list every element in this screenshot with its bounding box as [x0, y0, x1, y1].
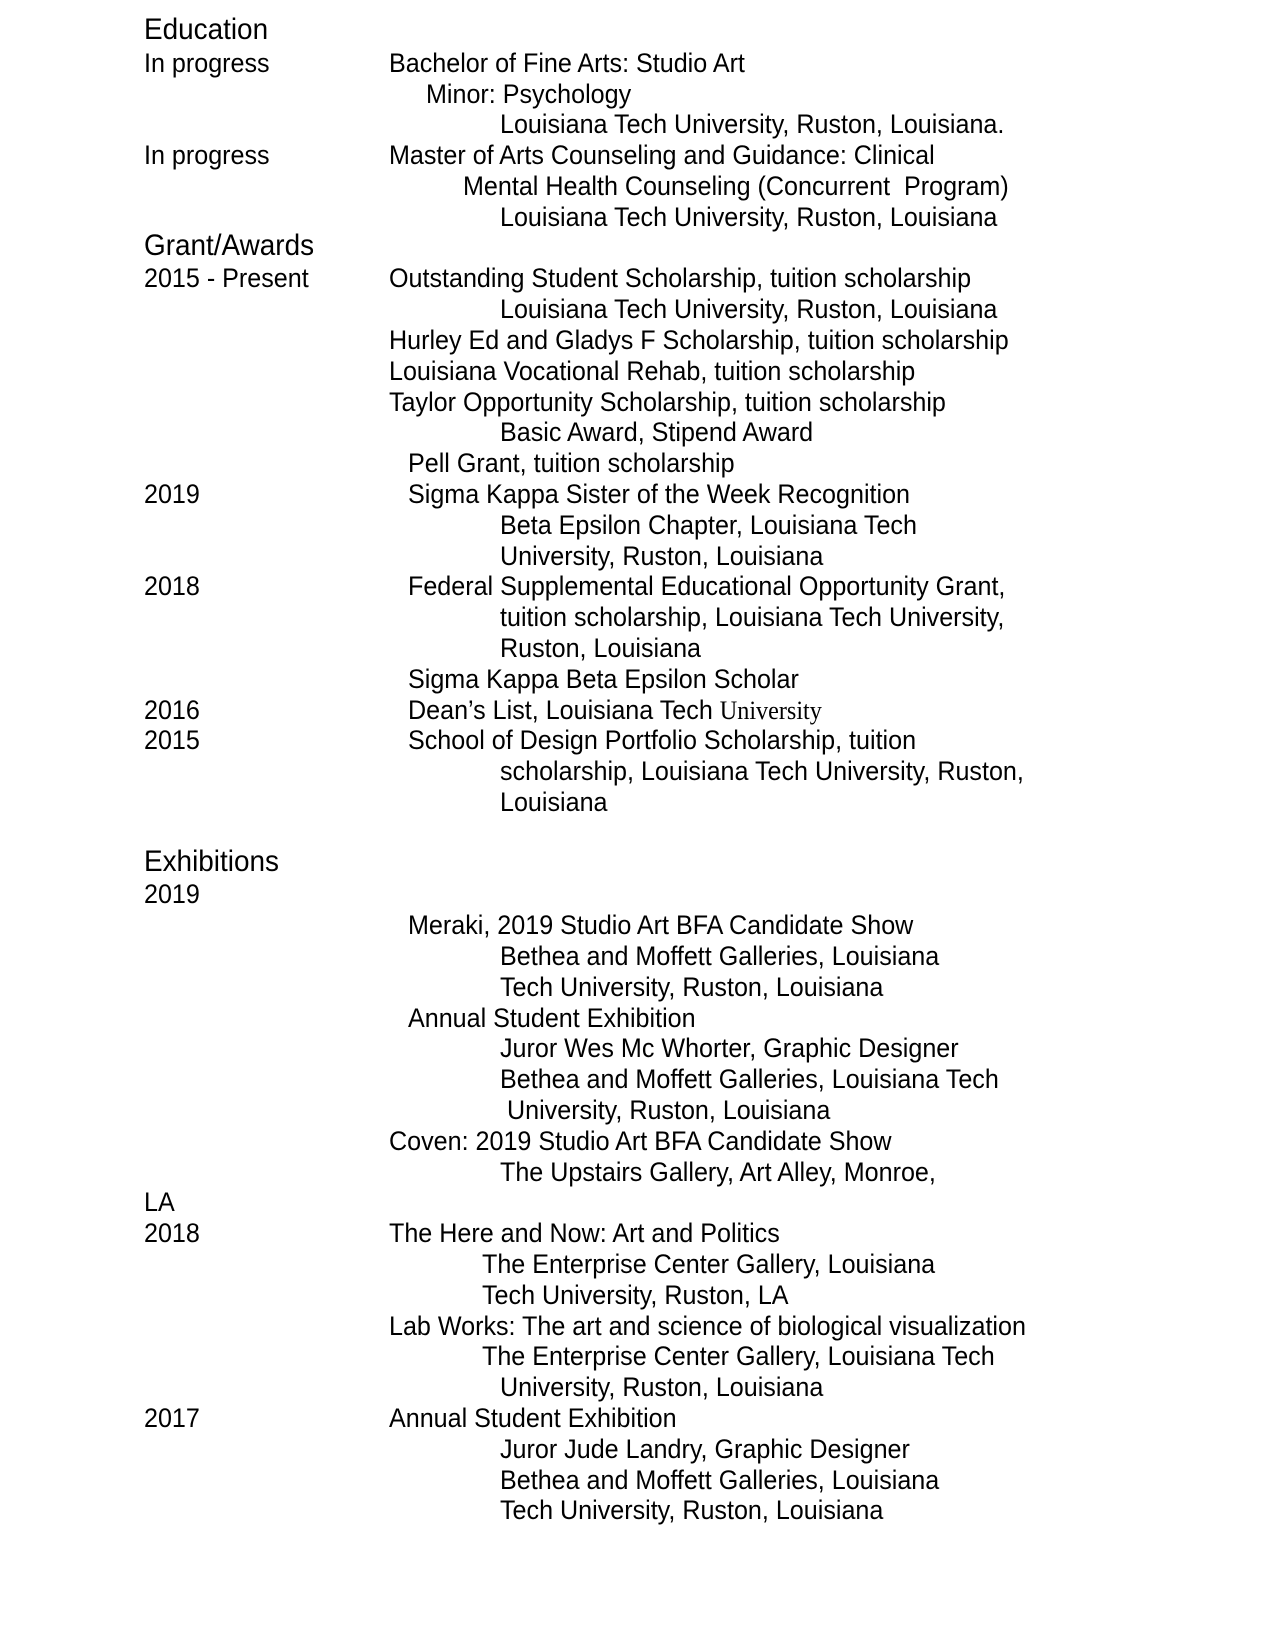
section-heading: Exhibitions — [144, 844, 279, 878]
entry-text: Louisiana — [500, 787, 608, 817]
entry-text: scholarship, Louisiana Tech University, Ruston, — [500, 756, 1024, 787]
entry-date: 2017 — [144, 1403, 200, 1433]
entry-text: Pell Grant, tuition scholarship — [407, 448, 735, 479]
entry-text: Tech University, Ruston, Louisiana — [500, 971, 884, 1002]
entry-text: Bachelor of Fine Arts: Studio Art — [389, 47, 745, 78]
entry-text: Louisiana Tech University, Ruston, Louisiana. — [500, 109, 1005, 140]
entry-text: Federal Supplemental Educational Opportunity Grant, — [407, 571, 1005, 602]
entry-text: Bethea and Moffett Galleries, Louisiana Tech — [500, 1064, 999, 1095]
entry-text: University, Ruston, Louisiana — [500, 1372, 824, 1403]
entry-text: Coven: 2019 Studio Art BFA Candidate Show — [389, 1125, 892, 1156]
entry-text-serif-tail: University — [719, 695, 822, 725]
entry-text: Sigma Kappa Sister of the Week Recognition — [407, 479, 910, 509]
entry-text: Basic Award, Stipend Award — [500, 417, 814, 448]
entry-text: The Enterprise Center Gallery, Louisiana Tech — [481, 1341, 995, 1372]
entry-text: Ruston, Louisiana — [500, 633, 702, 663]
entry-text: The Upstairs Gallery, Art Alley, Monroe, — [500, 1156, 936, 1187]
entry-date: In progress — [144, 47, 270, 78]
entry-text: Dean’s List, Louisiana Tech University — [407, 694, 822, 725]
entry-text: The Here and Now: Art and Politics — [389, 1218, 780, 1249]
entry-text: Louisiana Vocational Rehab, tuition scholarship — [389, 355, 916, 386]
section-heading: Grant/Awards — [144, 228, 315, 262]
entry-text: Louisiana Tech University, Ruston, Louisiana — [500, 201, 998, 232]
entry-text: Lab Works: The art and science of biological visualization — [389, 1310, 1026, 1341]
entry-date: 2019 — [144, 479, 200, 509]
entry-text: Bethea and Moffett Galleries, Louisiana — [500, 1464, 940, 1495]
entry-text: tuition scholarship, Louisiana Tech University, — [500, 602, 1005, 633]
entry-text: Juror Wes Mc Whorter, Graphic Designer — [500, 1033, 959, 1064]
entry-date: 2015 - Present — [144, 263, 309, 294]
entry-date: In progress — [144, 140, 270, 171]
entry-text: Tech University, Ruston, Louisiana — [500, 1495, 884, 1526]
entry-date: LA — [144, 1187, 175, 1218]
entry-date: 2015 — [144, 725, 200, 756]
entry-text: University, Ruston, Louisiana — [500, 540, 824, 571]
entry-text: Juror Jude Landry, Graphic Designer — [500, 1433, 910, 1464]
section-heading: Education — [144, 12, 269, 46]
entry-text: The Enterprise Center Gallery, Louisiana — [481, 1249, 935, 1279]
entry-text: Taylor Opportunity Scholarship, tuition scholarship — [389, 386, 946, 417]
entry-text: Annual Student Exhibition — [389, 1403, 677, 1433]
entry-text: University, Ruston, Louisiana — [507, 1095, 831, 1125]
entry-date: 2018 — [144, 1218, 200, 1249]
entry-text: Master of Arts Counseling and Guidance: Clinical — [389, 140, 935, 171]
entry-text: Meraki, 2019 Studio Art BFA Candidate Show — [407, 910, 913, 941]
entry-text: Bethea and Moffett Galleries, Louisiana — [500, 941, 940, 971]
entry-date: 2018 — [144, 571, 200, 602]
entry-text: Sigma Kappa Beta Epsilon Scholar — [407, 663, 799, 694]
entry-text: Tech University, Ruston, LA — [481, 1279, 789, 1310]
entry-date: 2019 — [144, 879, 200, 910]
entry-date: 2016 — [144, 694, 200, 725]
entry-text: Mental Health Counseling (Concurrent Program) — [463, 171, 1009, 201]
entry-text: School of Design Portfolio Scholarship, tuition — [407, 725, 916, 756]
entry-text: Annual Student Exhibition — [407, 1002, 696, 1033]
entry-text: Louisiana Tech University, Ruston, Louisiana — [500, 294, 998, 325]
entry-text: Outstanding Student Scholarship, tuition scholarship — [389, 263, 972, 294]
entry-text: Minor: Psychology — [426, 78, 632, 109]
entry-text: Beta Epsilon Chapter, Louisiana Tech — [500, 509, 917, 540]
entry-text: Hurley Ed and Gladys F Scholarship, tuition scholarship — [389, 325, 1009, 355]
